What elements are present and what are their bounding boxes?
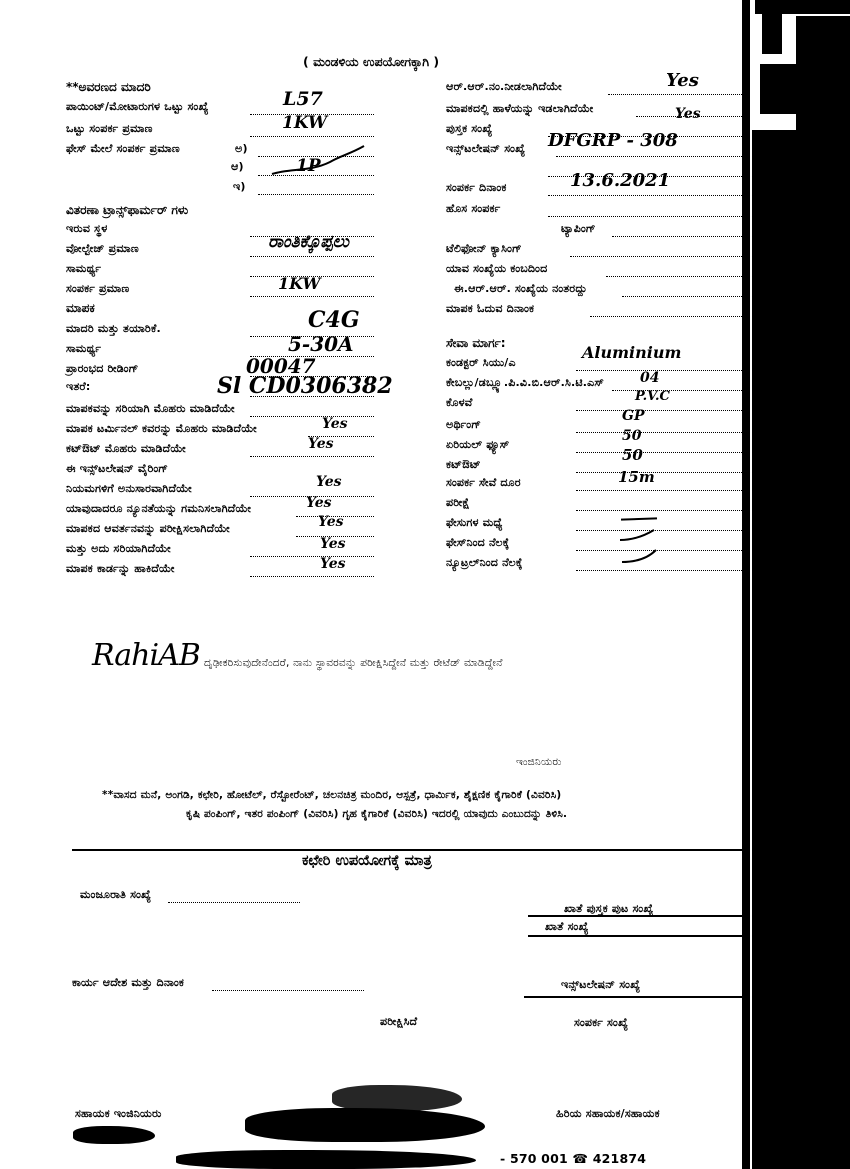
connected-load-value: 1KW bbox=[278, 274, 321, 293]
connection-date-label: ಸಂಪರ್ಕ ದಿನಾಂಕ bbox=[446, 181, 507, 194]
phase-earth-label: ಫೇಸ್‌ನಿಂದ ನೆಲಕ್ಕೆ bbox=[446, 536, 510, 549]
meter-frequency-label: ಮಾಪಕದ ಆವರ್ತನವನ್ನು ಪರೀಕ್ಷಿಸಲಾಗಿದೆಯೇ bbox=[66, 522, 230, 535]
book-number-label: ಪುಸ್ತಕ ಸಂಖ್ಯೆ bbox=[446, 122, 493, 135]
phase-b-marker: ಆ) bbox=[231, 160, 244, 173]
meter-sealed-label: ಮಾಪಕವನ್ನು ಸರಿಯಾಗಿ ಮೊಹರು ಮಾಡಿದೆಯೇ bbox=[66, 402, 235, 415]
meter-capacity-value: 5-30A bbox=[288, 332, 354, 356]
initial-reading-label: ಪ್ರಾರಂಭದ ರೀಡಿಂಗ್ bbox=[66, 362, 139, 375]
defects-noticed-label: ಯಾವುದಾದರೂ ನ್ಯೂನತೆಯನ್ನು ಗಮನಿಸಲಾಗಿದೆಯೇ bbox=[66, 502, 252, 515]
service-line-title: ಸೇವಾ ಮಾರ್ಗ: bbox=[446, 336, 506, 350]
meter-capacity-label: ಸಾಮರ್ಥ್ಯ bbox=[66, 342, 102, 355]
meter-make-value: C4G bbox=[308, 307, 360, 333]
terminal-cover-label: ಮಾಪಕ ಟರ್ಮಿನಲ್ ಕವರನ್ನು ಮೊಹರು ಮಾಡಿದೆಯೇ bbox=[66, 422, 257, 435]
senior-assistant-label: ಹಿರಿಯ ಸಹಾಯಕ/ಸಹಾಯಕ bbox=[556, 1107, 660, 1120]
scan-edge-strip bbox=[742, 0, 750, 1169]
next-rr-label: ಈ.ಆರ್.ಆರ್. ಸಂಖ್ಯೆಯ ನಂತರದ್ದು bbox=[454, 282, 588, 295]
footer-pin-phone: - 570 001 ☎ 421874 bbox=[500, 1151, 647, 1166]
category-note-line1: **ವಾಸದ ಮನೆ, ಅಂಗಡಿ, ಕಛೇರಿ, ಹೋಟೆಲ್, ರೆಸ್ಟೋರೆಂಟ್, ಚಲನಚಿತ್ರ ಮಂದಿರ, ಆಸ್ಪತ್ರೆ, ಧಾರ್ಮಿಕ, ಶೈಕ್ಷಣಿಕ ಕೈಗಾರಿಕೆ (ವಿವರಿಸಿ) bbox=[102, 789, 562, 801]
assistant-engineer-label: ಸಹಾಯಕ ಇಂಜಿನಿಯರು bbox=[75, 1107, 162, 1120]
initial-reading-value: 00047 bbox=[246, 354, 316, 378]
meter-serial-value: Sl CD0306382 bbox=[217, 373, 393, 399]
footer-redaction bbox=[176, 1150, 476, 1169]
telephone-casing-label: ಟೆಲಿಫೋನ್ ಕ್ಯಾಸಿಂಗ್ bbox=[446, 242, 522, 255]
rr-number-value: Yes bbox=[666, 70, 699, 91]
redaction-mark bbox=[73, 1126, 155, 1144]
cable-value: 04 bbox=[640, 370, 660, 386]
sanction-number-label: ಮಂಜೂರಾತಿ ಸಂಖ್ಯೆ bbox=[80, 888, 152, 901]
conductor-label: ಕಂಡಕ್ಟರ್ ಸಿಯು/ಎ bbox=[446, 356, 516, 369]
enclosure-type-title: **ಅವರಣದ ಮಾದರಿ bbox=[66, 80, 151, 94]
transformer-title: ವಿತರಣಾ ಟ್ರಾನ್ಸ್‌ಫಾರ್ಮರ್ ಗಳು bbox=[66, 203, 189, 217]
earthing-label: ಅರ್ಥಿಂಗ್ bbox=[446, 418, 482, 431]
between-phases-dash bbox=[621, 517, 657, 520]
location-label: ಇರುವ ಸ್ಥಳ bbox=[66, 222, 108, 235]
office-use-title: ಕಛೇರಿ ಉಪಯೋಗಕ್ಕೆ ಮಾತ್ರ bbox=[302, 853, 432, 869]
defects-noticed-value: Yes bbox=[306, 495, 332, 511]
certification-text: ದೃಢೀಕರಿಸುವುದೇನೆಂದರೆ, ನಾನು ಸ್ಥಾವರವನ್ನು ಪರೀಕ್ಷಿಸಿದ್ದೇನೆ ಮತ್ತು ರೇಟೆಡ್ ಮಾಡಿದ್ದೇನೆ bbox=[204, 657, 503, 669]
meter-sheet-label: ಮಾಪಕದಲ್ಲಿ ಹಾಳೆಯನ್ನು ಇಡಲಾಗಿದೆಯೇ bbox=[446, 102, 594, 115]
cutout-label: ಕಟ್‌ಔಟ್ bbox=[446, 458, 481, 471]
meter-sheet-value: Yes bbox=[675, 106, 701, 122]
installation-number-value: DFGRP - 308 bbox=[548, 130, 678, 151]
between-phases-label: ಫೇಸುಗಳ ಮಧ್ಯೆ bbox=[446, 516, 503, 529]
connected-load-label: ಸಂಪರ್ಕ ಪ್ರಮಾಣ bbox=[66, 282, 130, 295]
engineer-signature: RahiAB bbox=[92, 638, 200, 673]
cutout-sealed-label: ಕಟ್‌ಔಟ್ ಮೊಹರು ಮಾಡಿದೆಯೇ bbox=[66, 442, 186, 455]
aerial-fuse-label: ಏರಿಯಲ್ ಫ್ಯೂಸ್ bbox=[446, 438, 510, 451]
connection-date-value: 13.6.2021 bbox=[570, 170, 671, 191]
office-divider bbox=[72, 849, 744, 851]
conduit-value: P.V.C bbox=[635, 389, 670, 404]
board-use-header: ( ಮಂಡಳಿಯ ಉಪಯೋಗಕ್ಕಾಗಿ ) bbox=[303, 54, 440, 69]
office-installation-label: ಇನ್ಸ್‌ಟಲೇಷನ್ ಸಂಖ್ಯೆ bbox=[561, 978, 641, 991]
conductor-value: Aluminium bbox=[582, 343, 682, 362]
phase-value: 1P bbox=[296, 156, 321, 176]
aerial-fuse-value: 50 bbox=[622, 428, 642, 444]
earthing-value: GP bbox=[622, 408, 645, 424]
total-points-label: ಪಾಯಿಂಟ್/ಮೋಟಾರುಗಳ ಒಟ್ಟು ಸಂಖ್ಯೆ bbox=[66, 100, 209, 113]
rules-compliance-value: Yes bbox=[316, 474, 342, 490]
neutral-earth-tick-icon bbox=[620, 546, 660, 566]
checked-label: ಪರೀಕ್ಷಿಸಿದೆ bbox=[380, 1015, 418, 1028]
meter-card-value: Yes bbox=[320, 556, 346, 572]
voltage-label: ವೋಲ್ಟೇಜ್ ಪ್ರಮಾಣ bbox=[66, 242, 139, 255]
is-correct-value: Yes bbox=[320, 536, 346, 552]
service-distance-value: 15m bbox=[618, 468, 655, 486]
other-label: ಇತರೆ: bbox=[66, 380, 91, 393]
neutral-earth-label: ನ್ಯೂಟ್ರಲ್‌ನಿಂದ ನೆಲಕ್ಕೆ bbox=[446, 556, 523, 569]
capacity-label: ಸಾಮರ್ಥ್ಯ bbox=[66, 262, 102, 275]
pole-number-label: ಯಾವ ಸಂಖ್ಯೆಯ ಕಂಬದಿಂದ bbox=[446, 262, 548, 275]
phase-c-marker: ಇ) bbox=[233, 180, 246, 193]
service-distance-label: ಸಂಪರ್ಕ ಸೇವೆ ದೂರ bbox=[446, 476, 521, 489]
meter-title: ಮಾಪಕ bbox=[66, 301, 95, 315]
account-number-label: ಖಾತೆ ಸಂಖ್ಯೆ bbox=[545, 920, 589, 933]
meter-card-label: ಮಾಪಕ ಕಾರ್ಡನ್ನು ಹಾಕಿದೆಯೇ bbox=[66, 562, 175, 575]
cutout-value: 50 bbox=[622, 446, 643, 464]
cutout-sealed-value: Yes bbox=[308, 436, 334, 452]
ledger-page-label: ಖಾತೆ ಪುಸ್ತಕ ಪುಟ ಸಂಖ್ಯೆ bbox=[564, 902, 654, 915]
conduit-label: ಕೊಳವೆ bbox=[446, 396, 473, 409]
rules-compliance-label: ನಿಯಮಗಳಿಗೆ ಅನುಸಾರವಾಗಿದೆಯೇ bbox=[66, 482, 192, 495]
rr-number-label: ಆರ್.ಆರ್.ನಂ.ನೀಡಲಾಗಿದೆಯೇ bbox=[446, 80, 562, 93]
meter-reading-date-label: ಮಾಪಕ ಓದುವ ದಿನಾಂಕ bbox=[446, 302, 535, 315]
new-connection-label: ಹೊಸ ಸಂಪರ್ಕ bbox=[446, 202, 501, 215]
phase-scribble-icon bbox=[270, 144, 370, 184]
total-points-value: L57 bbox=[283, 88, 323, 110]
terminal-cover-value: Yes bbox=[322, 416, 348, 432]
installation-number-label: ಇನ್ಸ್‌ಟಲೇಷನ್ ಸಂಖ್ಯೆ bbox=[446, 142, 526, 155]
work-order-label: ಕಾರ್ಯ ಆದೇಶ ಮತ್ತು ದಿನಾಂಕ bbox=[72, 976, 185, 989]
total-load-value: 1KW bbox=[282, 113, 328, 133]
connection-number-label: ಸಂಪರ್ಕ ಸಂಖ್ಯೆ bbox=[574, 1016, 629, 1029]
phase-earth-tick-icon bbox=[618, 528, 658, 544]
transformer-location-value: ರಾಂತಿಕ್ಕೊಪ್ಪಲು bbox=[268, 232, 349, 252]
meter-make-label: ಮಾದರಿ ಮತ್ತು ತಯಾರಿಕೆ. bbox=[66, 322, 161, 335]
engineer-label: ಇಂಜಿನಿಯರು bbox=[516, 756, 562, 768]
tapping-label: ಟ್ಯಾಪಿಂಗ್ bbox=[561, 222, 596, 235]
test-label: ಪರೀಕ್ಷೆ bbox=[446, 496, 470, 509]
stamp-smudge-lower bbox=[245, 1108, 485, 1142]
cable-label: ಕೇಬಲ್ಲು/ಡಬ್ಲ್ಯೂ.ಪಿ.ವಿ.ಬಿ.ಆರ್.ಸಿ.ಟಿ.ಎಸ್ bbox=[446, 376, 605, 389]
phase-a-marker: ಅ) bbox=[235, 142, 248, 155]
meter-frequency-value: Yes bbox=[318, 514, 344, 530]
phase-load-label: ಫೇಸ್ ಮೇಲೆ ಸಂಪರ್ಕ ಪ್ರಮಾಣ bbox=[66, 142, 180, 155]
total-load-label: ಒಟ್ಟು ಸಂಪರ್ಕ ಪ್ರಮಾಣ bbox=[66, 122, 153, 135]
wiring-label: ಈ ಇನ್ಸ್‌ಟಲೇಷನ್ ವೈರಿಂಗ್ bbox=[66, 462, 169, 475]
is-correct-label: ಮತ್ತು ಅದು ಸರಿಯಾಗಿದೆಯೇ bbox=[66, 542, 171, 555]
category-note-line2: ಕೃಷಿ ಪಂಪಿಂಗ್, ಇತರ ಪಂಪಿಂಗ್ (ವಿವರಿಸಿ) ಗೃಹ ಕೈಗಾರಿಕೆ (ವಿವರಿಸಿ) ಇದರಲ್ಲಿ ಯಾವುದು ಎಂಬುದನ್ನು ತಿಳಿಸಿ. bbox=[186, 808, 568, 820]
